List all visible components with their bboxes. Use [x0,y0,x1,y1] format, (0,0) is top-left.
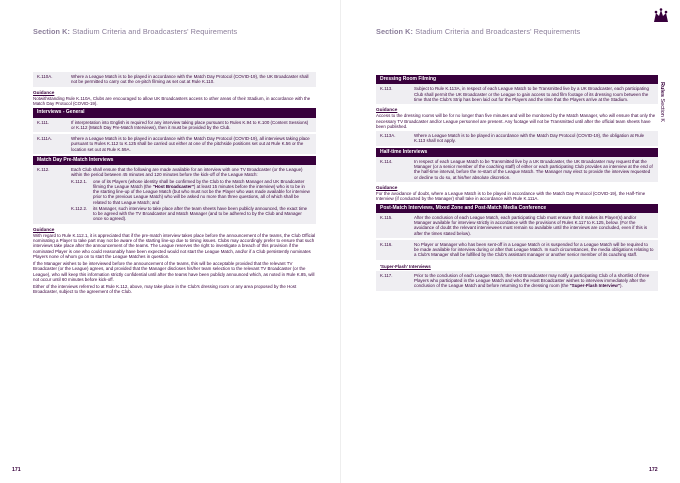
rule-k111a: K.111A. Where a League Match is to be played in accordance with the Match Day Protocol (COVID-19), all interviews taking place pursuant to Rules K.112 to K.125 shall be carried out either at one of the pitchside positions set out at Rule K.56 or the location set out at Rule K.59A. [33,134,316,154]
rule-k116: K.116. No Player or Manager who has been sent-off in a League Match or is suspended for a League Match will be required to be made available for interview during or after that League Match. In such circumstances, the media obligations relating to a Club's Manager shall be fulfilled by the Club's assistant manager or another senior member of its coaching staff. [376,240,658,260]
rule-k112: K.112. Each Club shall ensure that the following are made available for an interview with one TV Broadcaster (or the League) within the period between 45 minutes and 120 minutes before the kick-off of the League Match: K.112.1. one of its Players (whose identity shall be confirmed by the Club to the Match Manager and UK Broadcaster filming the League Match (the "Host Broadcaster") at least 15 minutes before the interview) who is to be in the starting line-up of the League Match (but who must not be the Player who was made available for interview prior to the previous League Match) who will be asked no more than three questions, all of which shall be related to that League Match; and K.112.2. its Manager, such interview to take place after the team sheets have been publicly announced, the exact time to be agreed with the TV Broadcaster and Match Manager (and to be adhered to by the Club and Manager once so agreed). [33,165,316,224]
rule-k110a: K.110A. Where a League Match is to be played in accordance with the Match Day Protocol (COVID-19), the UK Broadcaster shall not be permitted to carry out the on-pitch filming as set out at Rule K.110. [33,72,316,87]
guidance-text: With regard to Rule K.112.1, it is appreciated that if the pre-match interview takes place before the announcement of the teams, the Club Official nominating a Player to take part may not be aware of the starting line-up due to timing issues. Clubs may accordingly prefer to ensure that such interviews take place after the announcement of the teams. The League reserves the right to investigate a breach of this provision if the nominated Player is one who could reasonably have been expected would not start the League Match, and/or if a Club persistently nominates Players none of whom go on to start the League Matches in question. [33,232,316,259]
section-title: Section K: Stadium Criteria and Broadcasters' Requirements [376,27,581,36]
guidance-text: Access to the dressing rooms will be for no longer than five minutes and will be monitored by the Match Manager, who will ensure that only the necessary TV Broadcaster and/or League personnel are present. Any footage will not be Transmitted until after the official team sheets have been published. [376,113,656,129]
rule-k117: K.117. Prior to the conclusion of each League Match, the Host Broadcaster may notify a participating Club of a shortlist of three Players who participated in the League Match and who the Host Broadcaster wishes to interview immediately after the conclusion of the League Match and before returning to the dressing room (the "Super-Flash Interview"). [376,271,658,291]
rule-k114: K.114. In respect of each League Match to be Transmitted live by a UK Broadcaster, the UK Broadcaster may request that the Manager (or a senior member of the coaching staff) of either or each participating Club provides an interview at the end of the half-time interval, before the re-start of the League Match. The Manager may elect to provide the interview requested or decline to do so, at his/her absolute discretion. [376,157,658,182]
guidance-text: Notwithstanding Rule K.110A, Clubs are encouraged to allow UK Broadcasters access to other areas of their Stadium, in accordance with the Match Day Protocol (COVID-19). [33,95,311,106]
rule-k113: K.113. Subject to Rule K.113A, in respect of each League Match to be Transmitted live by a UK Broadcaster, each participating Club shall permit the UK Broadcaster or the League to gain access to and film footage of its dressing room between the time that the Club's Strip has been laid out for the Players and the time that the Players arrive at the Stadium. [376,84,658,104]
guidance-text: Either of the interviews referred to at Rule K.112, above, may take place in the Club's dressing room or any area proposed by the Host Broadcaster, subject to the agreement of the Club. [33,284,297,295]
guidance-text: If the Manager wishes to be interviewed before the announcement of the teams, this will be acceptable provided that the relevant TV Broadcaster (or the League) agrees, and provided that the Manager discloses his/her team selection to the relevant TV Broadcaster (or the League), who will keep this information strictly confidential until after the teams have been publicly announced which, as noted in Rule K.85, will not occur until 60 minutes before kick-off. [33,261,315,282]
header-superflash: 'Super-Flash' Interviews [376,262,658,271]
right-page [340,0,680,483]
guidance-heading: Guidance [376,184,398,190]
page-number: 172 [649,467,658,473]
header-interviews-general: Interviews - General [33,108,316,117]
rule-k111: K.111. If interpretation into English is required for any interview taking place pursuant to Rules K.94 to K.100 (Content Sessions) or K.112 (Match Day Pre-Match Interviews), then it must be provided by the Club. [33,118,316,133]
section-title: Section K: Stadium Criteria and Broadcasters' Requirements [33,27,238,36]
guidance-text: For the avoidance of doubt, where a League Match is to be played in accordance with the Match Day Protocol (COVID-19), the Half-Time Interview (if conducted by the Manager) shall take in accordance with Rule K.111A. [376,191,646,202]
header-postmatch: Post-Match Interviews, Mixed Zone and Post-Match Media Conference [376,204,658,213]
left-column [33,72,316,297]
header-halftime: Half-time Interviews [376,148,658,157]
rule-k113a: K.113A. Where a League Match is to be played in accordance with the Match Day Protocol (COVID-19), the obligation at Rule K.113 shall not apply. [376,131,658,146]
header-prematch-interviews: Match Day Pre-Match Interviews [33,156,316,165]
side-tab: Rules Section K [659,82,665,123]
header-dressing-room: Dressing Room Filming [376,75,658,84]
rule-k115: K.115. After the conclusion of each League Match, each participating Club must ensure that it makes its Player(s) and/or Manager available for interview strictly in accordance with the provisions of Rules K.117 to K.125, below. (For the avoidance of doubt the relevant interviewees must remain so available until the interviews are concluded, even if this is after the times stated below). [376,213,658,238]
guidance-heading: Guidance [33,89,55,95]
page-number: 171 [12,467,21,473]
right-column [376,75,658,293]
lion-crown-logo-icon [652,8,670,24]
guidance-heading: Guidance [33,226,55,232]
guidance-heading: Guidance [376,107,398,112]
